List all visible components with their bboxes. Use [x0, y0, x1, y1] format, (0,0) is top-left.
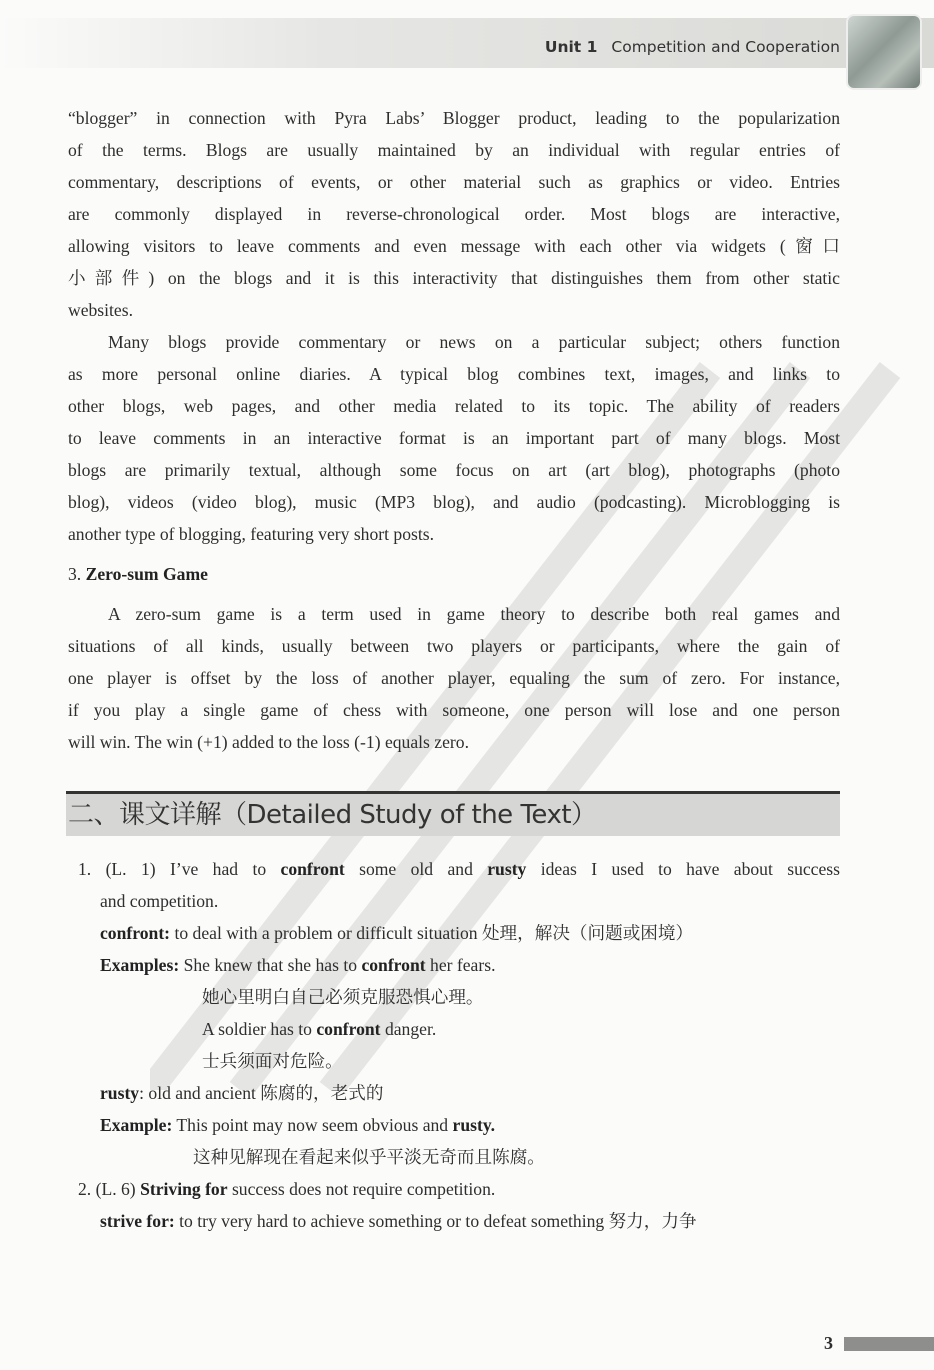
running-header	[545, 38, 840, 56]
bold-term: rusty	[487, 859, 527, 879]
study-item-line	[100, 1109, 495, 1141]
bold-term: rusty	[100, 1083, 140, 1103]
bold-term: Example:	[100, 1115, 173, 1135]
page-number: 3	[824, 1333, 833, 1353]
blog-paragraph-2-line	[68, 390, 840, 422]
blog-paragraph-1-line	[68, 134, 840, 166]
study-item-line	[193, 1141, 545, 1173]
unit-thumbnail-image	[846, 14, 922, 90]
bold-term: Zero-sum Game	[85, 564, 208, 584]
study-item-line	[100, 1077, 383, 1109]
zero-sum-heading-line	[68, 558, 208, 590]
text-run: as more personal online diaries. A typical blog combines text, images, and links to	[68, 364, 840, 384]
text-run: will win. The win (+1) added to the loss (-1) equals zero.	[68, 732, 469, 752]
blog-paragraph-2-line	[68, 518, 434, 550]
blog-paragraph-1-line	[68, 262, 840, 294]
text-run: are commonly displayed in reverse-chronological order. Most blogs are interactive,	[68, 204, 840, 224]
unit-title: Competition and Cooperation	[611, 38, 840, 56]
text-run: to deal with a problem or difficult situation 处理，解决（问题或困境）	[170, 923, 694, 943]
text-run: A zero-sum game is a term used in game theory to describe both real games and	[108, 604, 840, 624]
zero-sum-paragraph-line	[108, 598, 840, 630]
text-run: of the terms. Blogs are usually maintained by an individual with regular entries of	[68, 140, 840, 160]
text-run: This point may now seem obvious and	[172, 1115, 453, 1135]
bold-term: confront:	[100, 923, 171, 943]
blog-paragraph-1-line	[68, 166, 840, 198]
study-item-line	[202, 981, 484, 1013]
bold-term: strive for:	[100, 1211, 175, 1231]
text-run: 1. (L. 1) I’ve had to	[78, 859, 281, 879]
study-item-line	[78, 1173, 495, 1205]
text-run: 2. (L. 6)	[78, 1179, 141, 1199]
study-item-line	[100, 1205, 697, 1237]
text-run: commentary, descriptions of events, or other material such as graphics or video. Entries	[68, 172, 840, 192]
text-run: her fears.	[425, 955, 496, 975]
text-run: websites.	[68, 300, 133, 320]
text-run: and competition.	[100, 891, 219, 911]
blog-paragraph-2-line	[68, 358, 840, 390]
text-run: : old and ancient 陈腐的，老式的	[139, 1083, 384, 1103]
text-run: other blogs, web pages, and other media related to its topic. The ability of readers	[68, 396, 840, 416]
blog-paragraph-1-line	[68, 198, 840, 230]
text-run: blog), videos (video blog), music (MP3 blog), and audio (podcasting). Microblogging is	[68, 492, 840, 512]
bold-term: confront	[280, 859, 345, 879]
bold-term: rusty.	[452, 1115, 496, 1135]
text-run: 士兵须面对危险。	[202, 1051, 343, 1071]
text-run: success does not require competition.	[227, 1179, 496, 1199]
zero-sum-paragraph-line	[68, 662, 840, 694]
study-item-line	[202, 1045, 343, 1077]
text-run: another type of blogging, featuring very short posts.	[68, 524, 434, 544]
text-run: one player is offset by the loss of another player, equaling the sum of zero. For instance,	[68, 668, 840, 688]
blog-paragraph-2-line	[68, 454, 840, 486]
blog-paragraph-2-line	[68, 422, 840, 454]
text-run: some old and	[344, 859, 488, 879]
text-run: ideas I used to have about success	[526, 859, 840, 879]
study-item-line	[78, 853, 840, 885]
zero-sum-paragraph-line	[68, 694, 840, 726]
page-number-bar	[844, 1337, 934, 1351]
text-run: “blogger” in connection with Pyra Labs’ Blogger product, leading to the popularization	[68, 108, 840, 128]
text-run: 3.	[68, 564, 86, 584]
text-run: She knew that she has to	[179, 955, 362, 975]
blog-paragraph-1-line	[68, 102, 840, 134]
text-run: to try very hard to achieve something or to defeat something 努力，力争	[174, 1211, 697, 1231]
text-run: 这种见解现在看起来似乎平淡无奇而且陈腐。	[193, 1147, 545, 1167]
bold-term: confront	[361, 955, 426, 975]
blog-paragraph-2-line	[108, 326, 840, 358]
zero-sum-paragraph-line	[68, 726, 469, 758]
bold-term: confront	[316, 1019, 381, 1039]
blog-paragraph-1-line	[68, 294, 133, 326]
text-run: allowing visitors to leave comments and even message with each other via widgets (窗口	[68, 236, 840, 256]
text-run: danger.	[380, 1019, 437, 1039]
text-run: situations of all kinds, usually between two players or participants, where the gain of	[68, 636, 840, 656]
blog-paragraph-2-line	[68, 486, 840, 518]
study-item-line	[202, 1013, 436, 1045]
text-run: blogs are primarily textual, although some focus on art (art blog), photographs (photo	[68, 460, 840, 480]
text-run: Many blogs provide commentary or news on a particular subject; others function	[108, 332, 840, 352]
text-run: 小部件) on the blogs and it is this interactivity that distinguishes them from other static	[68, 268, 840, 288]
zero-sum-paragraph-line	[68, 630, 840, 662]
text-run: if you play a single game of chess with someone, one person will lose and one person	[68, 700, 840, 720]
text-run: to leave comments in an interactive format is an important part of many blogs. Most	[68, 428, 840, 448]
text-run: 她心里明白自己必须克服恐惧心理。	[202, 987, 484, 1007]
bold-term: Examples:	[100, 955, 180, 975]
study-item-line	[100, 949, 495, 981]
text-run: A soldier has to	[202, 1019, 317, 1039]
study-item-line	[100, 885, 218, 917]
study-item-line	[100, 917, 693, 949]
section-heading-band	[66, 791, 840, 836]
bold-term: Striving for	[140, 1179, 228, 1199]
unit-label: Unit 1	[544, 38, 598, 56]
blog-paragraph-1-line	[68, 230, 840, 262]
section-heading: 二、课文详解（Detailed Study of the Text）	[68, 800, 597, 830]
